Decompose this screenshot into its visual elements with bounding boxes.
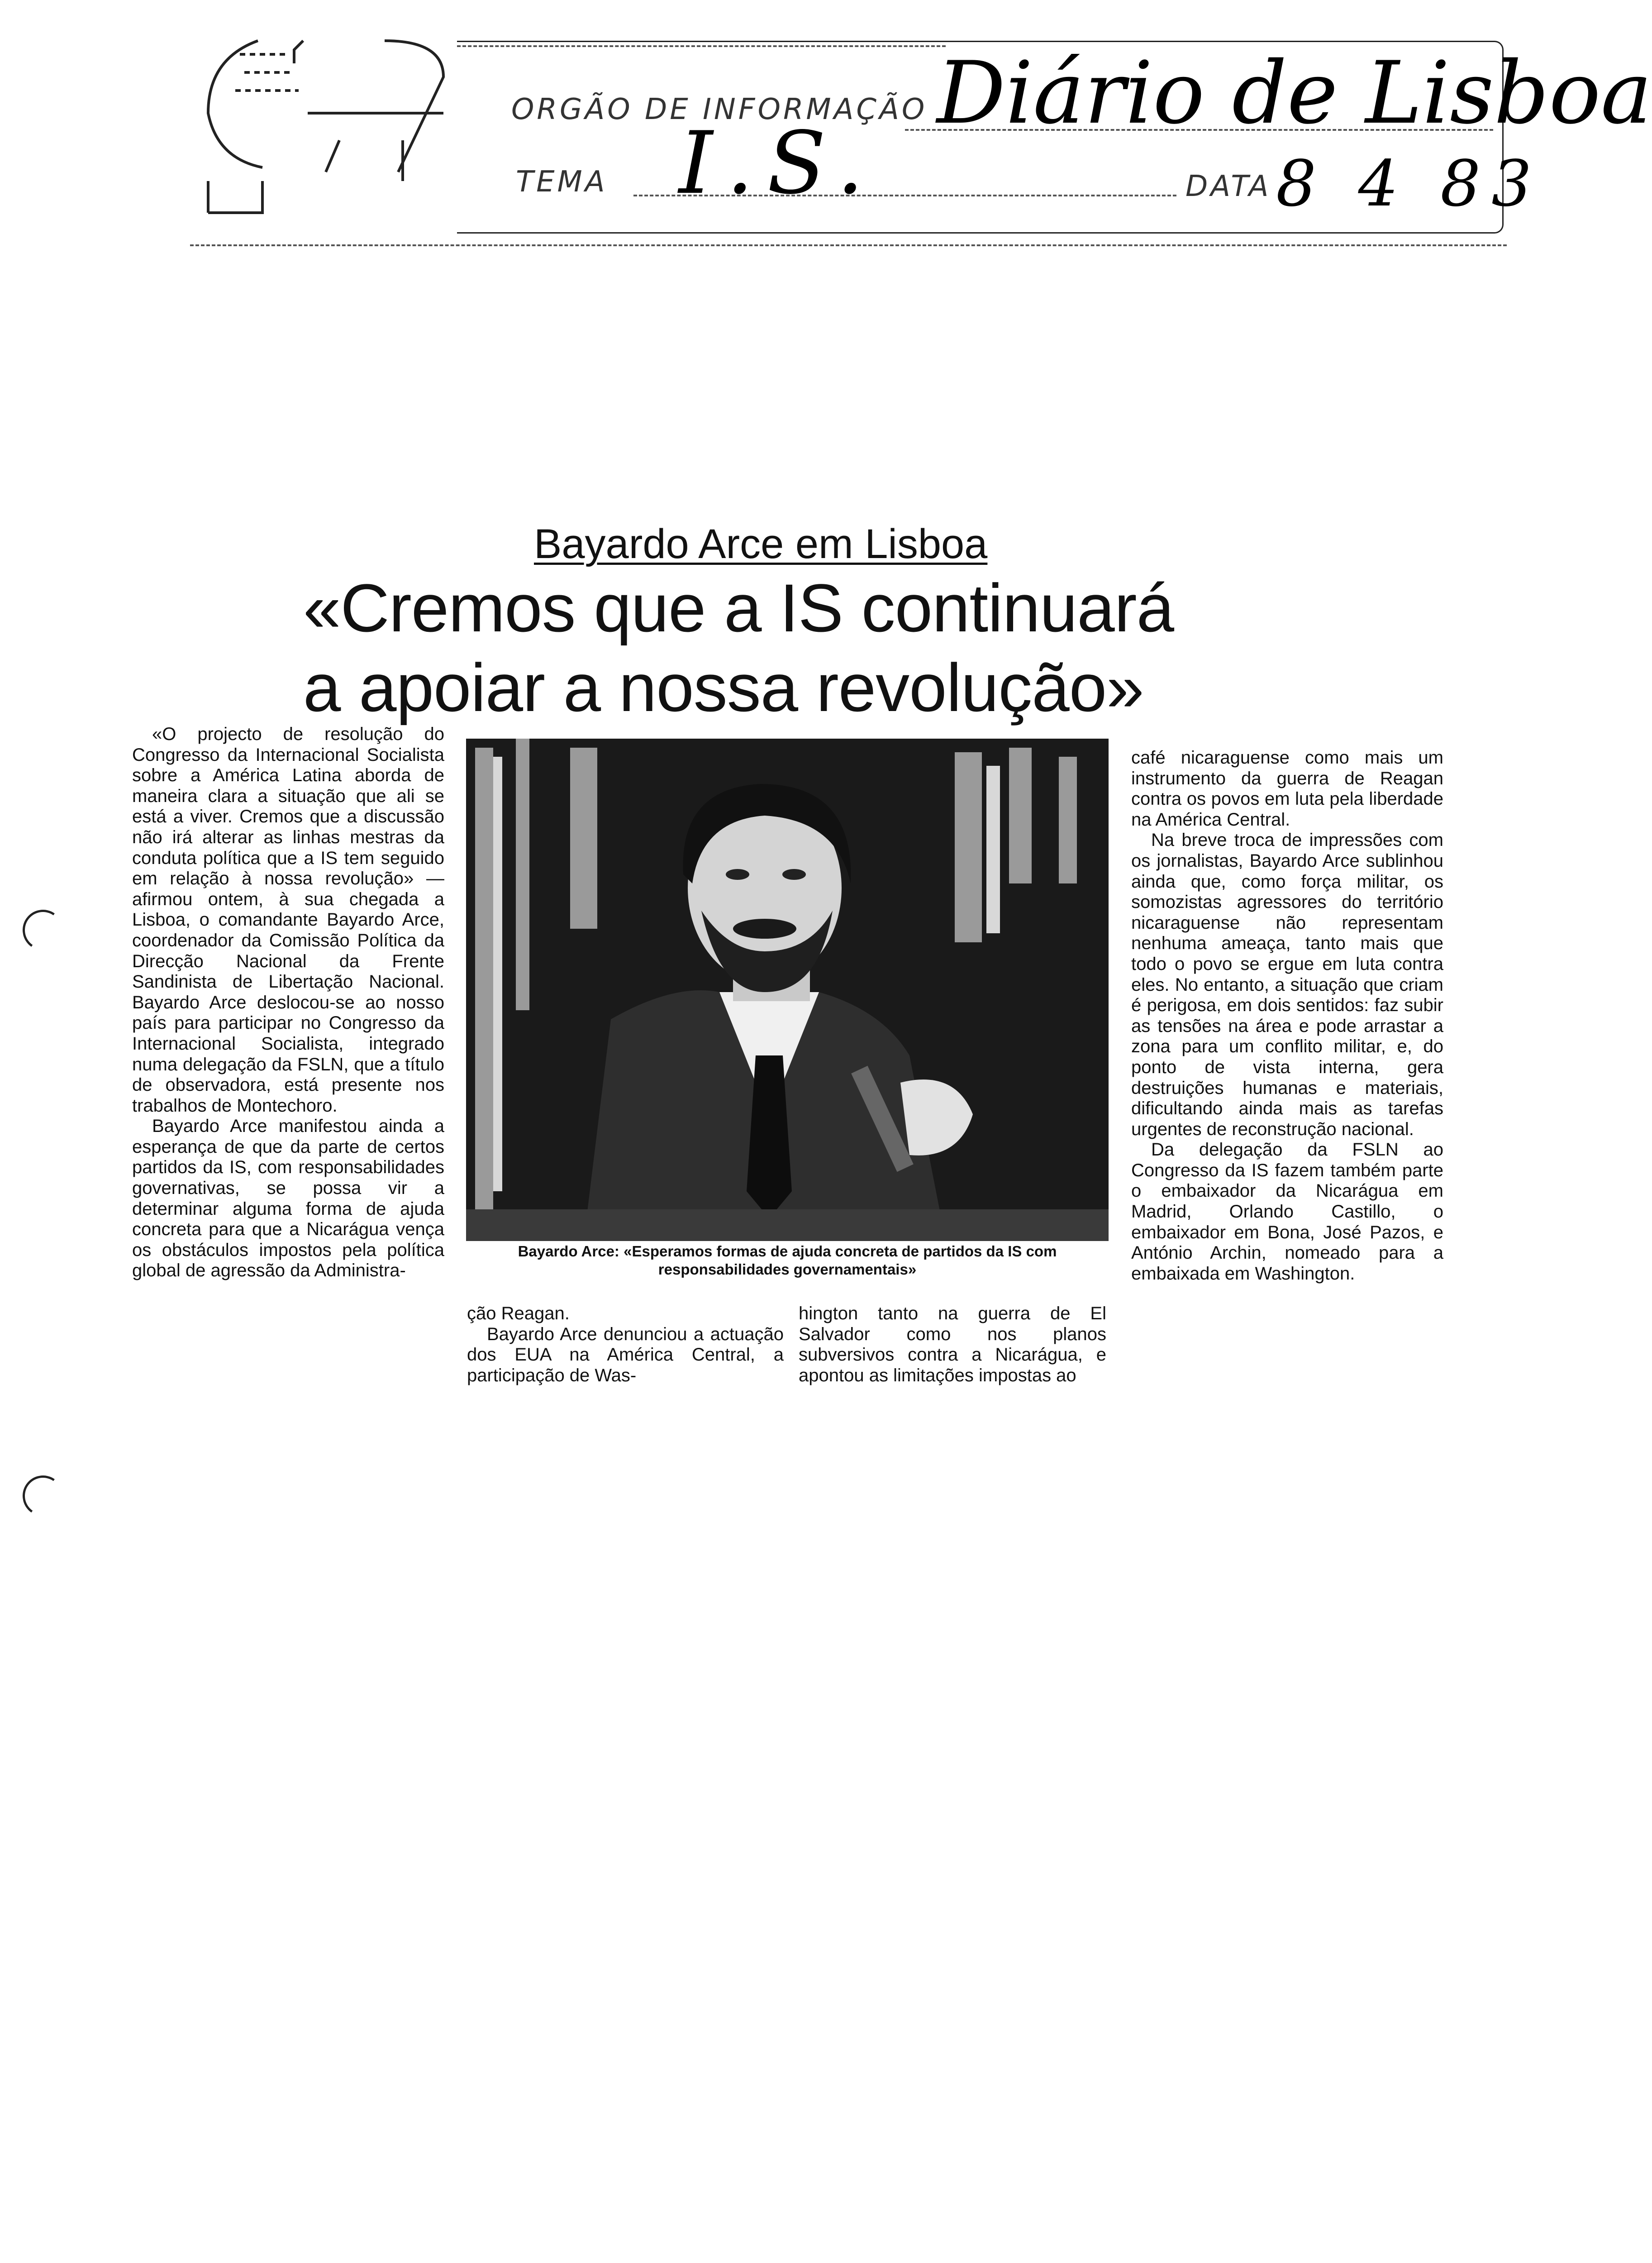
stamp-top-rule [457,45,946,47]
headline-line-2: a apoiar a nossa revolução» [303,649,1144,726]
archive-logo [190,23,471,213]
org-label: ORGÃO DE INFORMAÇÃO [511,93,928,126]
article-column-4 [1131,748,1443,1284]
article-column-1 [132,724,444,1281]
column-1-paragraph: Bayardo Arce manifestou ainda a esperança de que da parte de certos partidos da IS, com responsabilidades governativas, se possa vir a determinar alguma forma de ajuda concreta para que a Nicarágua vença os obstáculos impostos pela política global de agressão da Administra- [132,1116,444,1281]
caption-name: Bayardo Arce: [518,1243,619,1260]
article-kicker: Bayardo Arce em Lisboa [534,521,988,567]
punch-hole-mark [19,1472,67,1519]
column-1-paragraph: «O projecto de resolução do Congresso da Internacional Socialista sobre a América Latina aborda de maneira clara a situação que ali se está a viver. Cremos que a discussão não irá alterar as linhas mestras da conduta política que a IS tem seguido em relação à nossa revolução» — afirmou ontem, à sua chegada a Lisboa, o comandante Bayardo Arce, coordenador da Comissão Política da Direcção Nacional da Frente Sandinista de Libertação Nacional. Bayardo Arce deslocou-se ao nosso país para participar no Congresso da Internacional Socialista, integrado numa delegação da FSLN, que a título de observadora, está presente nos trabalhos de Montechoro. [132,724,444,1116]
article-headline [303,568,1344,727]
headline-line-1: «Cremos que a IS continuará [303,570,1174,646]
data-label: DATA [1185,170,1271,203]
tema-value-handwritten: I.S. [679,113,878,213]
column-2-paragraph: ção Reagan. [467,1303,570,1323]
column-4-paragraph: Da delegação da FSLN ao Congresso da IS fazem também parte o embaixador da Nicarágua em Madrid, Orlando Castillo, o embaixador em Bona, José Pazos, e António Archin, nomeado para a embaixada em Washington. [1131,1140,1443,1284]
stamp-bottom-rule [190,244,1507,246]
column-3-paragraph: hington tanto na guerra de El Salvador como nos planos subversivos contra a Nicarágua, e apontou as limitações impostas ao [799,1303,1106,1385]
punch-hole-mark [19,907,67,954]
column-2-paragraph: Bayardo Arce denunciou a actuação dos EUA na América Central, a participação de Was- [467,1324,784,1385]
photo-bayardo-arce [466,739,1109,1241]
tema-label: TEMA [516,165,608,199]
photo-caption [471,1242,1104,1279]
data-value-handwritten: 8 4 83 [1276,147,1543,221]
column-4-paragraph: café nicaraguense como mais um instrumento da guerra de Reagan contra os povos em luta pela liberdade na América Central. [1131,748,1443,830]
article-column-2 [467,1303,784,1386]
article-column-3 [799,1303,1106,1386]
column-4-paragraph: Na breve troca de impressões com os jornalistas, Bayardo Arce sublinhou ainda que, como força militar, os somozistas agressores do território nicaraguense não representam nenhuma ameaça, tanto mais que todo o povo se ergue em luta contra eles. No entanto, a situação que criam é perigosa, em dois sentidos: faz subir as tensões na área e pode arrastar a zona para um conflito militar, e, do ponto de vista interna, gera destruições humanas e materiais, dificultando ainda mais as tarefas urgentes de reconstrução nacional. [1131,830,1443,1139]
caption-text: «Esperamos formas de ajuda concreta de partidos da IS com responsabilidades governamentais» [624,1243,1057,1278]
org-value-handwritten: Diário de Lisboa [937,43,1652,143]
